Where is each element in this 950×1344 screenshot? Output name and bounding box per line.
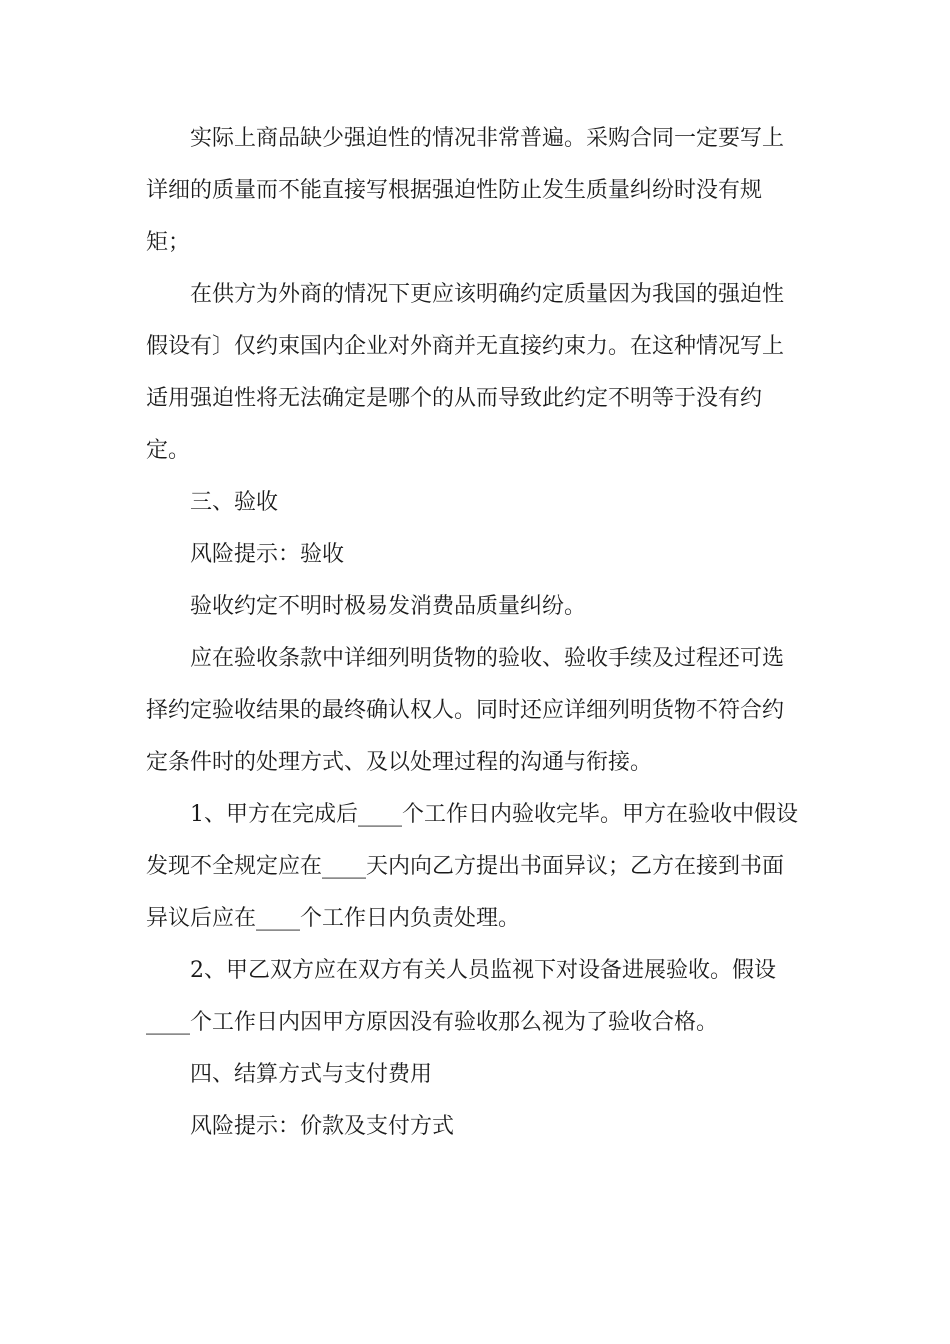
text-line: 发现不全规定应在____天内向乙方提出书面异议；乙方在接到书面 [146,854,785,879]
text-line: 假设有〕仅约束国内企业对外商并无直接约束力。在这种情况写上 [146,334,785,359]
clause-item: 2、甲乙双方应在双方有关人员监视下对设备进展验收。假设 [190,958,776,983]
clause-item: 1、甲方在完成后____个工作日内验收完毕。甲方在验收中假设 [190,802,798,827]
text-line: 择约定验收结果的最终确认权人。同时还应详细列明货物不符合约 [146,698,785,723]
text-line: 矩； [146,230,191,255]
risk-notice: 风险提示：验收 [190,542,345,567]
text-line: 详细的质量而不能直接写根据强迫性防止发生质量纠纷时没有规 [146,178,763,203]
text-line: 定。 [146,438,191,463]
text-line: 验收约定不明时极易发消费品质量纠纷。 [190,594,587,619]
risk-notice: 风险提示：价款及支付方式 [190,1114,455,1139]
text-line: 实际上商品缺少强迫性的情况非常普遍。采购合同一定要写上 [190,126,785,151]
section-heading: 三、验收 [190,490,279,515]
text-line: 定条件时的处理方式、及以处理过程的沟通与衔接。 [146,750,653,775]
text-line: 适用强迫性将无法确定是哪个的从而导致此约定不明等于没有约 [146,386,763,411]
text-line: 应在验收条款中详细列明货物的验收、验收手续及过程还可选 [190,646,785,671]
text-line: ____个工作日内因甲方原因没有验收那么视为了验收合格。 [146,1010,719,1035]
text-line: 异议后应在____个工作日内负责处理。 [146,906,521,931]
document-body [146,113,810,1153]
text-line: 在供方为外商的情况下更应该明确约定质量因为我国的强迫性 [190,282,785,307]
section-heading: 四、结算方式与支付费用 [190,1062,433,1087]
